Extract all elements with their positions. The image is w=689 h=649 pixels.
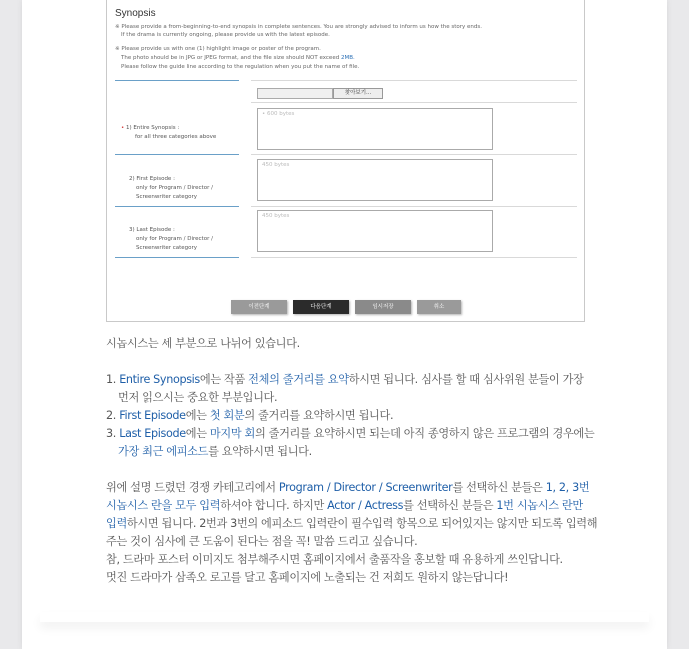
note-line-4: The photo should be in JPG or JPEG format, and the file size should NOT exceed 2MB. xyxy=(121,55,355,61)
divider xyxy=(251,206,577,207)
list-item-1-cont: 먼저 읽으시는 중요한 부분입니다. xyxy=(118,391,278,404)
section-label-entire: • 1) Entire Synopsis : for all three categories above xyxy=(121,125,217,140)
prev-step-button[interactable]: 이전단계 xyxy=(231,300,287,314)
note-line-5: Please follow the guide line according to the regulation when you put the name of file. xyxy=(121,64,360,70)
list-item-3: 3. Last Episode에는 마지막 회의 줄거리를 요약하시면 되는데 아직 종영하지 않은 프로그램의 경우에는 xyxy=(106,427,595,440)
browse-button[interactable]: 찾아보기... xyxy=(333,88,383,99)
divider xyxy=(251,257,577,258)
list-item-2: 2. First Episode에는 첫 회분의 줄거리를 요약하시면 됩니다. xyxy=(106,409,394,422)
first-episode-textarea[interactable]: 450 bytes xyxy=(257,159,493,201)
intro-text: 시놉시스는 세 부분으로 나뉘어 있습니다. xyxy=(106,337,300,350)
para-line-5: 참, 드라마 포스터 이미지도 첨부해주시면 홈페이지에서 출품작을 홍보할 때 유용하게 쓰인답니다. xyxy=(106,553,563,566)
para-line-3: 입력하시면 됩니다. 2번과 3번의 에피소드 입력란이 필수입력 항목으로 되어있지는 않지만 되도록 입력해 xyxy=(106,517,598,530)
section-label-last: 3) Last Episode : only for Program / Director / Screenwriter category xyxy=(129,227,213,251)
list-item-1: 1. Entire Synopsis에는 작품 전체의 줄거리를 요약하시면 됩니다. 심사를 할 때 심사위원 분들이 가장 xyxy=(106,373,584,386)
divider xyxy=(115,80,239,81)
para-line-1: 위에 설명 드렸던 경쟁 카테고리에서 Program / Director / Screenwriter를 선택하신 분들은 1, 2, 3번 xyxy=(106,481,590,494)
divider xyxy=(115,154,239,155)
divider xyxy=(251,102,577,103)
note-line-2: If the drama is currently ongoing, please provide us with the latest episode. xyxy=(121,32,330,38)
temp-save-button[interactable]: 임시저장 xyxy=(355,300,411,314)
section-label-first: 2) First Episode : only for Program / Director / Screenwriter category xyxy=(129,176,213,200)
last-episode-textarea[interactable]: 450 bytes xyxy=(257,210,493,252)
next-step-button[interactable]: 다음단계 xyxy=(293,300,349,314)
divider xyxy=(251,154,577,155)
list-item-3-cont: 가장 최근 에피소드를 요약하시면 됩니다. xyxy=(118,445,312,458)
panel-bottom-shadow xyxy=(40,612,649,622)
divider xyxy=(115,257,239,258)
note-line-1: ※ Please provide a from-beginning-to-end synopsis in complete sentences. You are strongly advised to inform us how the story ends. xyxy=(115,24,483,30)
synopsis-title: Synopsis xyxy=(115,8,156,19)
para-line-4: 주는 것이 심사에 큰 도움이 된다는 점을 꼭! 말씀 드리고 싶습니다. xyxy=(106,535,418,548)
file-path-input[interactable] xyxy=(257,88,333,99)
divider xyxy=(115,206,239,207)
para-line-6: 멋진 드라마가 삼족오 로고를 달고 홈페이지에 노출되는 건 저희도 원하지 않는답니다! xyxy=(106,571,509,584)
entire-synopsis-textarea[interactable]: • 600 bytes xyxy=(257,108,493,150)
synopsis-form-screenshot xyxy=(106,0,585,322)
para-line-2: 시놉시스 란을 모두 입력하셔야 합니다. 하지만 Actor / Actress를 선택하신 분들은 1번 시놉시스 란만 xyxy=(106,499,583,512)
note-line-3: ※ Please provide us with one (1) highlight image or poster of the program. xyxy=(115,46,321,52)
divider xyxy=(251,80,577,81)
cancel-button[interactable]: 취소 xyxy=(417,300,461,314)
